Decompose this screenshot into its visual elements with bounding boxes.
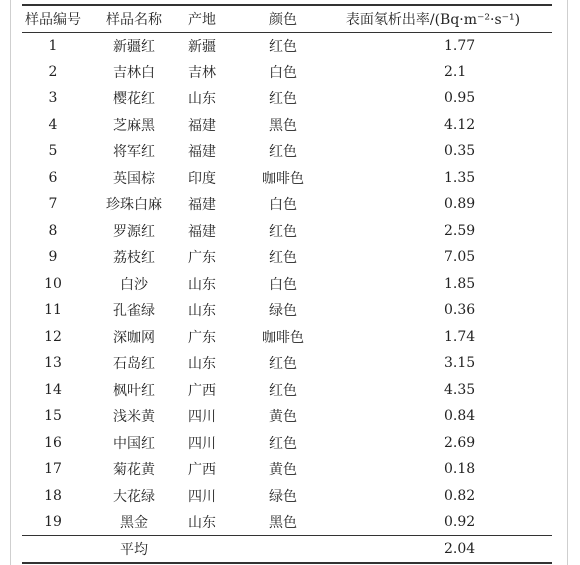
- average-row: [22, 536, 552, 564]
- cell-sample-no: 15: [44, 408, 62, 425]
- cell-color: 黄色: [269, 409, 297, 426]
- table-row: [22, 509, 552, 536]
- cell-color: 红色: [269, 38, 297, 55]
- table-row: [22, 324, 552, 351]
- header-color: 颜色: [252, 5, 314, 32]
- cell-color: 白色: [269, 197, 297, 214]
- cell-sample-no: 18: [44, 487, 62, 504]
- cell-sample-no: 12: [44, 328, 62, 345]
- cell-exhalation-rate: 1.74: [444, 328, 476, 345]
- cell-exhalation-rate: 2.69: [444, 434, 476, 451]
- cell-exhalation-rate: 0.35: [444, 143, 476, 160]
- cell-exhalation-rate: 2.59: [444, 222, 476, 239]
- cell-exhalation-rate: 0.84: [444, 408, 476, 425]
- cell-sample-name: 深咖网: [113, 329, 155, 346]
- cell-exhalation-rate: 0.36: [444, 302, 476, 319]
- cell-color: 红色: [269, 223, 297, 240]
- cell-sample-name: 新疆红: [113, 38, 155, 55]
- cell-empty: [184, 536, 252, 564]
- cell-exhalation-rate: 0.95: [444, 90, 476, 107]
- cell-sample-no: 6: [48, 169, 58, 186]
- page-border-right: [567, 0, 568, 565]
- cell-exhalation-rate: 0.92: [444, 514, 476, 530]
- table-row: [22, 483, 552, 510]
- table-row: [22, 271, 552, 298]
- table-row: [22, 218, 552, 245]
- cell-origin: 山东: [188, 356, 216, 373]
- cell-color: 红色: [269, 250, 297, 267]
- cell-origin: 四川: [188, 435, 216, 452]
- table-row: [22, 112, 552, 139]
- table-row: [22, 191, 552, 218]
- cell-origin: 广西: [188, 462, 216, 479]
- cell-sample-no: 19: [44, 514, 62, 530]
- table-row: [22, 165, 552, 192]
- header-sample-no: 样品编号: [22, 5, 84, 32]
- cell-empty: [252, 536, 314, 564]
- cell-color: 黄色: [269, 462, 297, 479]
- table-row: [22, 32, 552, 59]
- cell-sample-no: 17: [44, 461, 62, 478]
- cell-origin: 山东: [188, 303, 216, 320]
- cell-sample-name: 罗源红: [113, 223, 155, 240]
- cell-sample-name: 珍珠白麻: [106, 197, 162, 214]
- cell-origin: 山东: [188, 276, 216, 293]
- table-row: [22, 59, 552, 86]
- cell-sample-name: 菊花黄: [113, 462, 155, 479]
- cell-origin: 新疆: [188, 38, 216, 55]
- table-row: [22, 85, 552, 112]
- table-row: [22, 350, 552, 377]
- cell-sample-no: 3: [48, 90, 58, 107]
- cell-origin: 广西: [188, 382, 216, 399]
- cell-sample-no: 9: [48, 249, 58, 266]
- cell-exhalation-rate: 4.12: [444, 116, 476, 133]
- cell-origin: 吉林: [188, 64, 216, 81]
- header-exhalation-rate: 表面氡析出率/(Bq·m⁻²·s⁻¹): [314, 5, 552, 32]
- cell-exhalation-rate: 1.35: [444, 169, 476, 186]
- cell-sample-no: 11: [44, 302, 62, 319]
- cell-sample-no: 16: [44, 434, 62, 451]
- cell-sample-name: 中国红: [113, 435, 155, 452]
- cell-origin: 印度: [188, 170, 216, 187]
- cell-color: 白色: [269, 64, 297, 81]
- header-origin: 产地: [184, 5, 252, 32]
- cell-exhalation-rate: 3.15: [444, 355, 476, 372]
- cell-sample-name: 将军红: [113, 144, 155, 161]
- table-row: [22, 138, 552, 165]
- cell-color: 绿色: [269, 303, 297, 320]
- cell-sample-name: 大花绿: [113, 488, 155, 505]
- cell-color: 黑色: [269, 515, 297, 531]
- cell-exhalation-rate: 1.77: [444, 37, 476, 54]
- cell-sample-no: 5: [48, 143, 58, 160]
- radon-exhalation-table: [22, 4, 552, 564]
- cell-origin: 广东: [188, 250, 216, 267]
- cell-color: 咖啡色: [262, 170, 304, 187]
- cell-origin: 四川: [188, 409, 216, 426]
- cell-exhalation-rate: 1.85: [444, 275, 476, 292]
- cell-sample-no: 14: [44, 381, 62, 398]
- page-border-left: [10, 0, 11, 565]
- table-body: [22, 32, 552, 563]
- cell-sample-name: 樱花红: [113, 91, 155, 108]
- cell-sample-no: 2: [48, 63, 58, 80]
- cell-origin: 福建: [188, 144, 216, 161]
- table-row: [22, 430, 552, 457]
- cell-sample-no: 7: [48, 196, 58, 213]
- cell-color: 红色: [269, 356, 297, 373]
- cell-sample-name: 白沙: [120, 276, 148, 293]
- cell-color: 黑色: [269, 117, 297, 134]
- cell-sample-no: 1: [48, 37, 58, 54]
- average-value: 2.04: [314, 536, 552, 564]
- average-label: 平均: [84, 536, 184, 564]
- cell-origin: 福建: [188, 117, 216, 134]
- cell-origin: 四川: [188, 488, 216, 505]
- table-row: [22, 377, 552, 404]
- cell-exhalation-rate: 0.89: [444, 196, 476, 213]
- cell-color: 绿色: [269, 488, 297, 505]
- cell-sample-name: 英国棕: [113, 170, 155, 187]
- cell-exhalation-rate: 4.35: [444, 381, 476, 398]
- cell-origin: 广东: [188, 329, 216, 346]
- cell-sample-name: 石岛红: [113, 356, 155, 373]
- cell-color: 白色: [269, 276, 297, 293]
- cell-sample-name: 浅米黄: [113, 409, 155, 426]
- table-row: [22, 456, 552, 483]
- cell-color: 红色: [269, 382, 297, 399]
- cell-color: 红色: [269, 144, 297, 161]
- cell-sample-no: 8: [48, 222, 58, 239]
- cell-empty: [22, 536, 84, 564]
- cell-exhalation-rate: 0.82: [444, 487, 476, 504]
- table-row: [22, 244, 552, 271]
- cell-origin: 福建: [188, 197, 216, 214]
- cell-sample-name: 荔枝红: [113, 250, 155, 267]
- cell-color: 红色: [269, 435, 297, 452]
- cell-exhalation-rate: 7.05: [444, 249, 476, 266]
- cell-sample-no: 13: [44, 355, 62, 372]
- cell-sample-name: 孔雀绿: [113, 303, 155, 320]
- cell-origin: 山东: [188, 515, 216, 531]
- cell-origin: 福建: [188, 223, 216, 240]
- cell-sample-name: 芝麻黑: [113, 117, 155, 134]
- cell-sample-no: 10: [44, 275, 62, 292]
- cell-color: 红色: [269, 91, 297, 108]
- cell-sample-name: 枫叶红: [113, 382, 155, 399]
- cell-origin: 山东: [188, 91, 216, 108]
- cell-color: 咖啡色: [262, 329, 304, 346]
- cell-sample-name: 黑金: [120, 515, 148, 531]
- cell-sample-name: 吉林白: [113, 64, 155, 81]
- cell-sample-no: 4: [48, 116, 58, 133]
- table-row: [22, 297, 552, 324]
- cell-exhalation-rate: 0.18: [444, 461, 476, 478]
- table-header-row: [22, 5, 552, 32]
- table-row: [22, 403, 552, 430]
- cell-exhalation-rate: 2.1: [444, 63, 467, 80]
- header-sample-name: 样品名称: [84, 5, 184, 32]
